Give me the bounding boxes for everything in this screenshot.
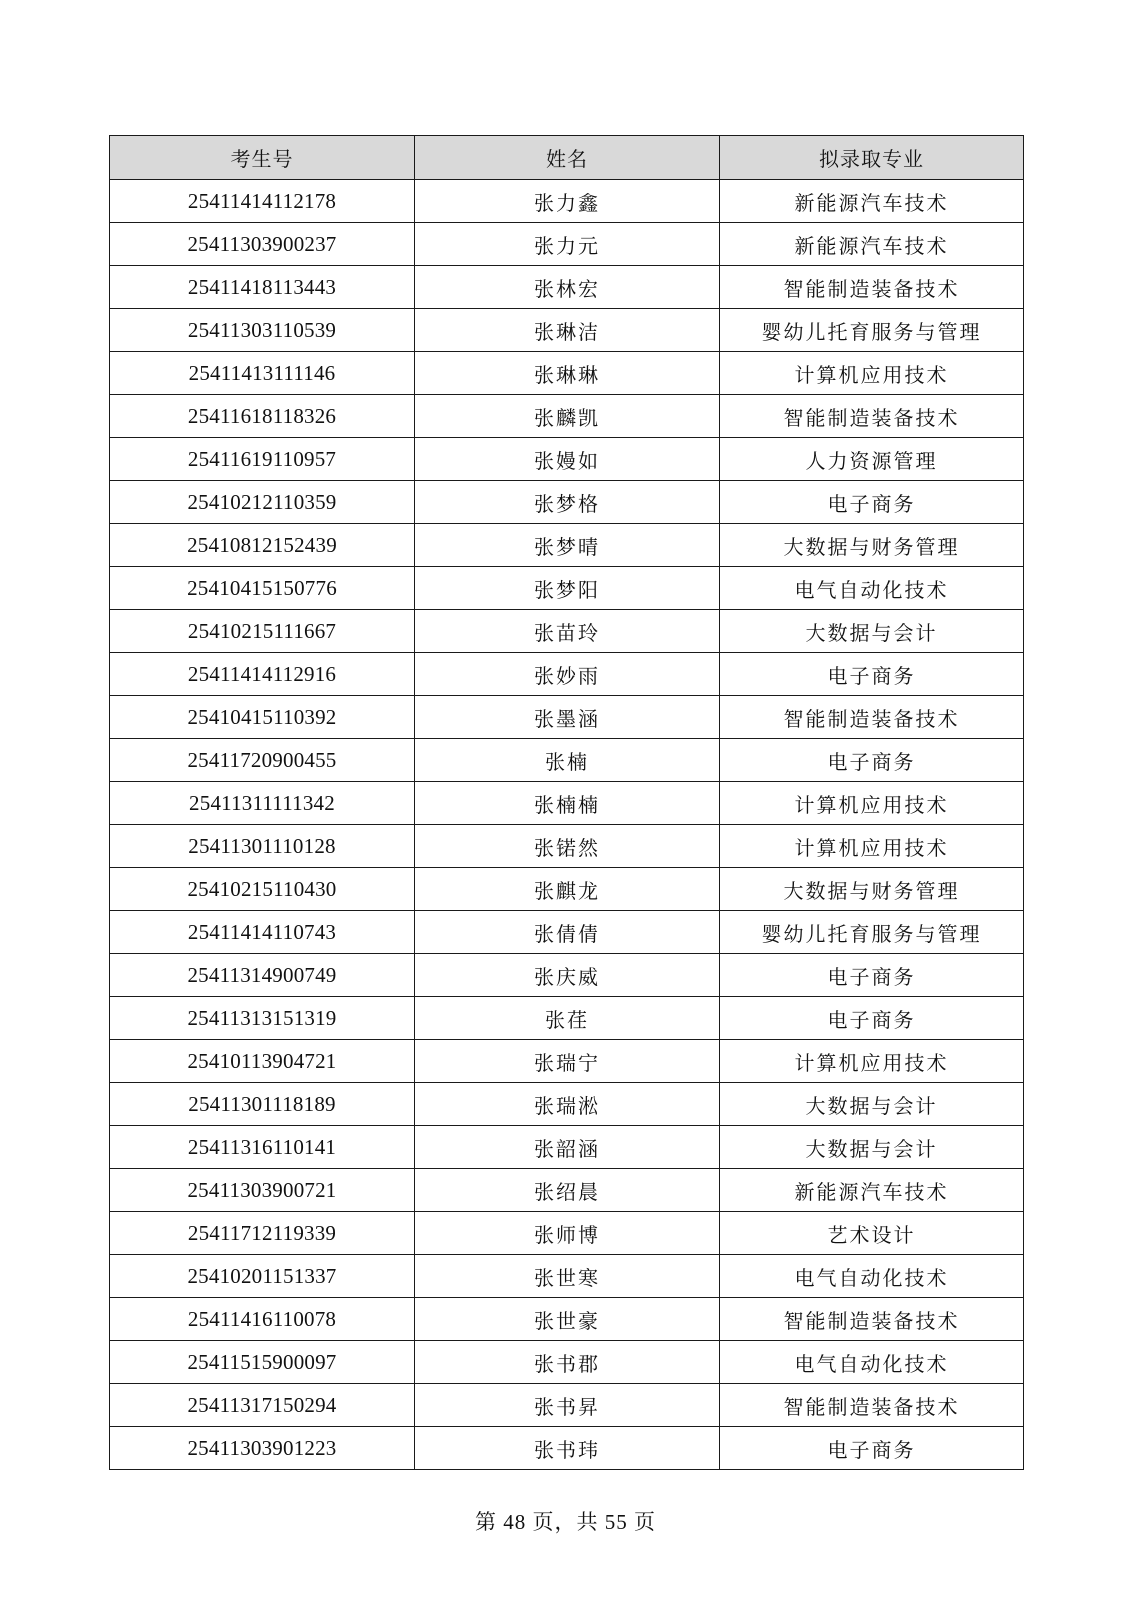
student-name-cell: 张绍晨 <box>415 1169 720 1212</box>
major-cell: 新能源汽车技术 <box>720 1169 1024 1212</box>
exam-id-cell: 25411416110078 <box>110 1298 415 1341</box>
student-name-cell: 张梦晴 <box>415 524 720 567</box>
table-body <box>110 180 1024 1470</box>
student-name-cell: 张韶涵 <box>415 1126 720 1169</box>
exam-id-cell: 25411414110743 <box>110 911 415 954</box>
major-cell: 电气自动化技术 <box>720 567 1024 610</box>
table-row <box>110 1083 1024 1126</box>
exam-id-cell: 25410215110430 <box>110 868 415 911</box>
table-row <box>110 739 1024 782</box>
student-name-cell: 张梦格 <box>415 481 720 524</box>
major-cell: 计算机应用技术 <box>720 825 1024 868</box>
major-cell: 艺术设计 <box>720 1212 1024 1255</box>
exam-id-cell: 25411712119339 <box>110 1212 415 1255</box>
exam-id-cell: 25411414112916 <box>110 653 415 696</box>
major-cell: 计算机应用技术 <box>720 782 1024 825</box>
table-row <box>110 524 1024 567</box>
student-name-cell: 张琳琳 <box>415 352 720 395</box>
table-row <box>110 911 1024 954</box>
major-cell: 电子商务 <box>720 1427 1024 1470</box>
exam-id-cell: 25410215111667 <box>110 610 415 653</box>
major-cell: 电子商务 <box>720 739 1024 782</box>
student-name-cell: 张师博 <box>415 1212 720 1255</box>
student-name-cell: 张林宏 <box>415 266 720 309</box>
exam-id-cell: 25410415110392 <box>110 696 415 739</box>
exam-id-cell: 25410812152439 <box>110 524 415 567</box>
major-cell: 电子商务 <box>720 954 1024 997</box>
header-major: 拟录取专业 <box>720 136 1024 180</box>
major-cell: 智能制造装备技术 <box>720 1384 1024 1427</box>
exam-id-cell: 25411316110141 <box>110 1126 415 1169</box>
header-exam-id: 考生号 <box>110 136 415 180</box>
table-row <box>110 653 1024 696</box>
exam-id-cell: 25411301110128 <box>110 825 415 868</box>
table-row <box>110 1040 1024 1083</box>
page-number-footer: 第 48 页，共 55 页 <box>475 1510 656 1534</box>
major-cell: 计算机应用技术 <box>720 1040 1024 1083</box>
table-row <box>110 868 1024 911</box>
admission-table <box>109 135 1024 1470</box>
table-row <box>110 567 1024 610</box>
major-cell: 电气自动化技术 <box>720 1255 1024 1298</box>
student-name-cell: 张妙雨 <box>415 653 720 696</box>
student-name-cell: 张书玮 <box>415 1427 720 1470</box>
table-row <box>110 309 1024 352</box>
exam-id-cell: 25411418113443 <box>110 266 415 309</box>
exam-id-cell: 25411413111146 <box>110 352 415 395</box>
table-row <box>110 481 1024 524</box>
student-name-cell: 张世豪 <box>415 1298 720 1341</box>
major-cell: 智能制造装备技术 <box>720 395 1024 438</box>
exam-id-cell: 25411303110539 <box>110 309 415 352</box>
major-cell: 电子商务 <box>720 997 1024 1040</box>
table-row <box>110 954 1024 997</box>
exam-id-cell: 25411618118326 <box>110 395 415 438</box>
table-row <box>110 352 1024 395</box>
table-header-row <box>110 136 1024 180</box>
major-cell: 大数据与会计 <box>720 610 1024 653</box>
table-row <box>110 1212 1024 1255</box>
exam-id-cell: 25410201151337 <box>110 1255 415 1298</box>
student-name-cell: 张世寒 <box>415 1255 720 1298</box>
major-cell: 婴幼儿托育服务与管理 <box>720 309 1024 352</box>
major-cell: 大数据与财务管理 <box>720 868 1024 911</box>
major-cell: 智能制造装备技术 <box>720 696 1024 739</box>
table-row <box>110 1384 1024 1427</box>
exam-id-cell: 25411303901223 <box>110 1427 415 1470</box>
exam-id-cell: 25411515900097 <box>110 1341 415 1384</box>
exam-id-cell: 25410113904721 <box>110 1040 415 1083</box>
table-row <box>110 266 1024 309</box>
table-row <box>110 395 1024 438</box>
table-row <box>110 782 1024 825</box>
table-row <box>110 1255 1024 1298</box>
student-name-cell: 张楠 <box>415 739 720 782</box>
student-name-cell: 张锘然 <box>415 825 720 868</box>
student-name-cell: 张倩倩 <box>415 911 720 954</box>
major-cell: 新能源汽车技术 <box>720 180 1024 223</box>
exam-id-cell: 25411317150294 <box>110 1384 415 1427</box>
header-name: 姓名 <box>415 136 720 180</box>
student-name-cell: 张庆威 <box>415 954 720 997</box>
major-cell: 计算机应用技术 <box>720 352 1024 395</box>
exam-id-cell: 25411313151319 <box>110 997 415 1040</box>
student-name-cell: 张瑞宁 <box>415 1040 720 1083</box>
major-cell: 人力资源管理 <box>720 438 1024 481</box>
exam-id-cell: 25411303900721 <box>110 1169 415 1212</box>
student-name-cell: 张书郡 <box>415 1341 720 1384</box>
table-row <box>110 610 1024 653</box>
exam-id-cell: 25411303900237 <box>110 223 415 266</box>
table-row <box>110 180 1024 223</box>
student-name-cell: 张书昇 <box>415 1384 720 1427</box>
student-name-cell: 张楠楠 <box>415 782 720 825</box>
student-name-cell: 张麟凯 <box>415 395 720 438</box>
student-name-cell: 张梦阳 <box>415 567 720 610</box>
table-row <box>110 1126 1024 1169</box>
table-row <box>110 1427 1024 1470</box>
table-row <box>110 997 1024 1040</box>
exam-id-cell: 25411301118189 <box>110 1083 415 1126</box>
major-cell: 大数据与会计 <box>720 1083 1024 1126</box>
student-name-cell: 张琳洁 <box>415 309 720 352</box>
table-row <box>110 1341 1024 1384</box>
student-name-cell: 张墨涵 <box>415 696 720 739</box>
exam-id-cell: 25411414112178 <box>110 180 415 223</box>
exam-id-cell: 25410415150776 <box>110 567 415 610</box>
student-name-cell: 张苗玲 <box>415 610 720 653</box>
major-cell: 智能制造装备技术 <box>720 1298 1024 1341</box>
major-cell: 大数据与财务管理 <box>720 524 1024 567</box>
major-cell: 智能制造装备技术 <box>720 266 1024 309</box>
major-cell: 电子商务 <box>720 481 1024 524</box>
exam-id-cell: 25411619110957 <box>110 438 415 481</box>
student-name-cell: 张瑞淞 <box>415 1083 720 1126</box>
table-row <box>110 1298 1024 1341</box>
exam-id-cell: 25411720900455 <box>110 739 415 782</box>
student-name-cell: 张力鑫 <box>415 180 720 223</box>
exam-id-cell: 25410212110359 <box>110 481 415 524</box>
table-row <box>110 1169 1024 1212</box>
major-cell: 电气自动化技术 <box>720 1341 1024 1384</box>
major-cell: 新能源汽车技术 <box>720 223 1024 266</box>
student-name-cell: 张嫚如 <box>415 438 720 481</box>
student-name-cell: 张荏 <box>415 997 720 1040</box>
table-row <box>110 696 1024 739</box>
exam-id-cell: 25411314900749 <box>110 954 415 997</box>
major-cell: 电子商务 <box>720 653 1024 696</box>
table-row <box>110 825 1024 868</box>
major-cell: 大数据与会计 <box>720 1126 1024 1169</box>
exam-id-cell: 25411311111342 <box>110 782 415 825</box>
student-name-cell: 张麒龙 <box>415 868 720 911</box>
major-cell: 婴幼儿托育服务与管理 <box>720 911 1024 954</box>
table-row <box>110 223 1024 266</box>
student-name-cell: 张力元 <box>415 223 720 266</box>
table-row <box>110 438 1024 481</box>
